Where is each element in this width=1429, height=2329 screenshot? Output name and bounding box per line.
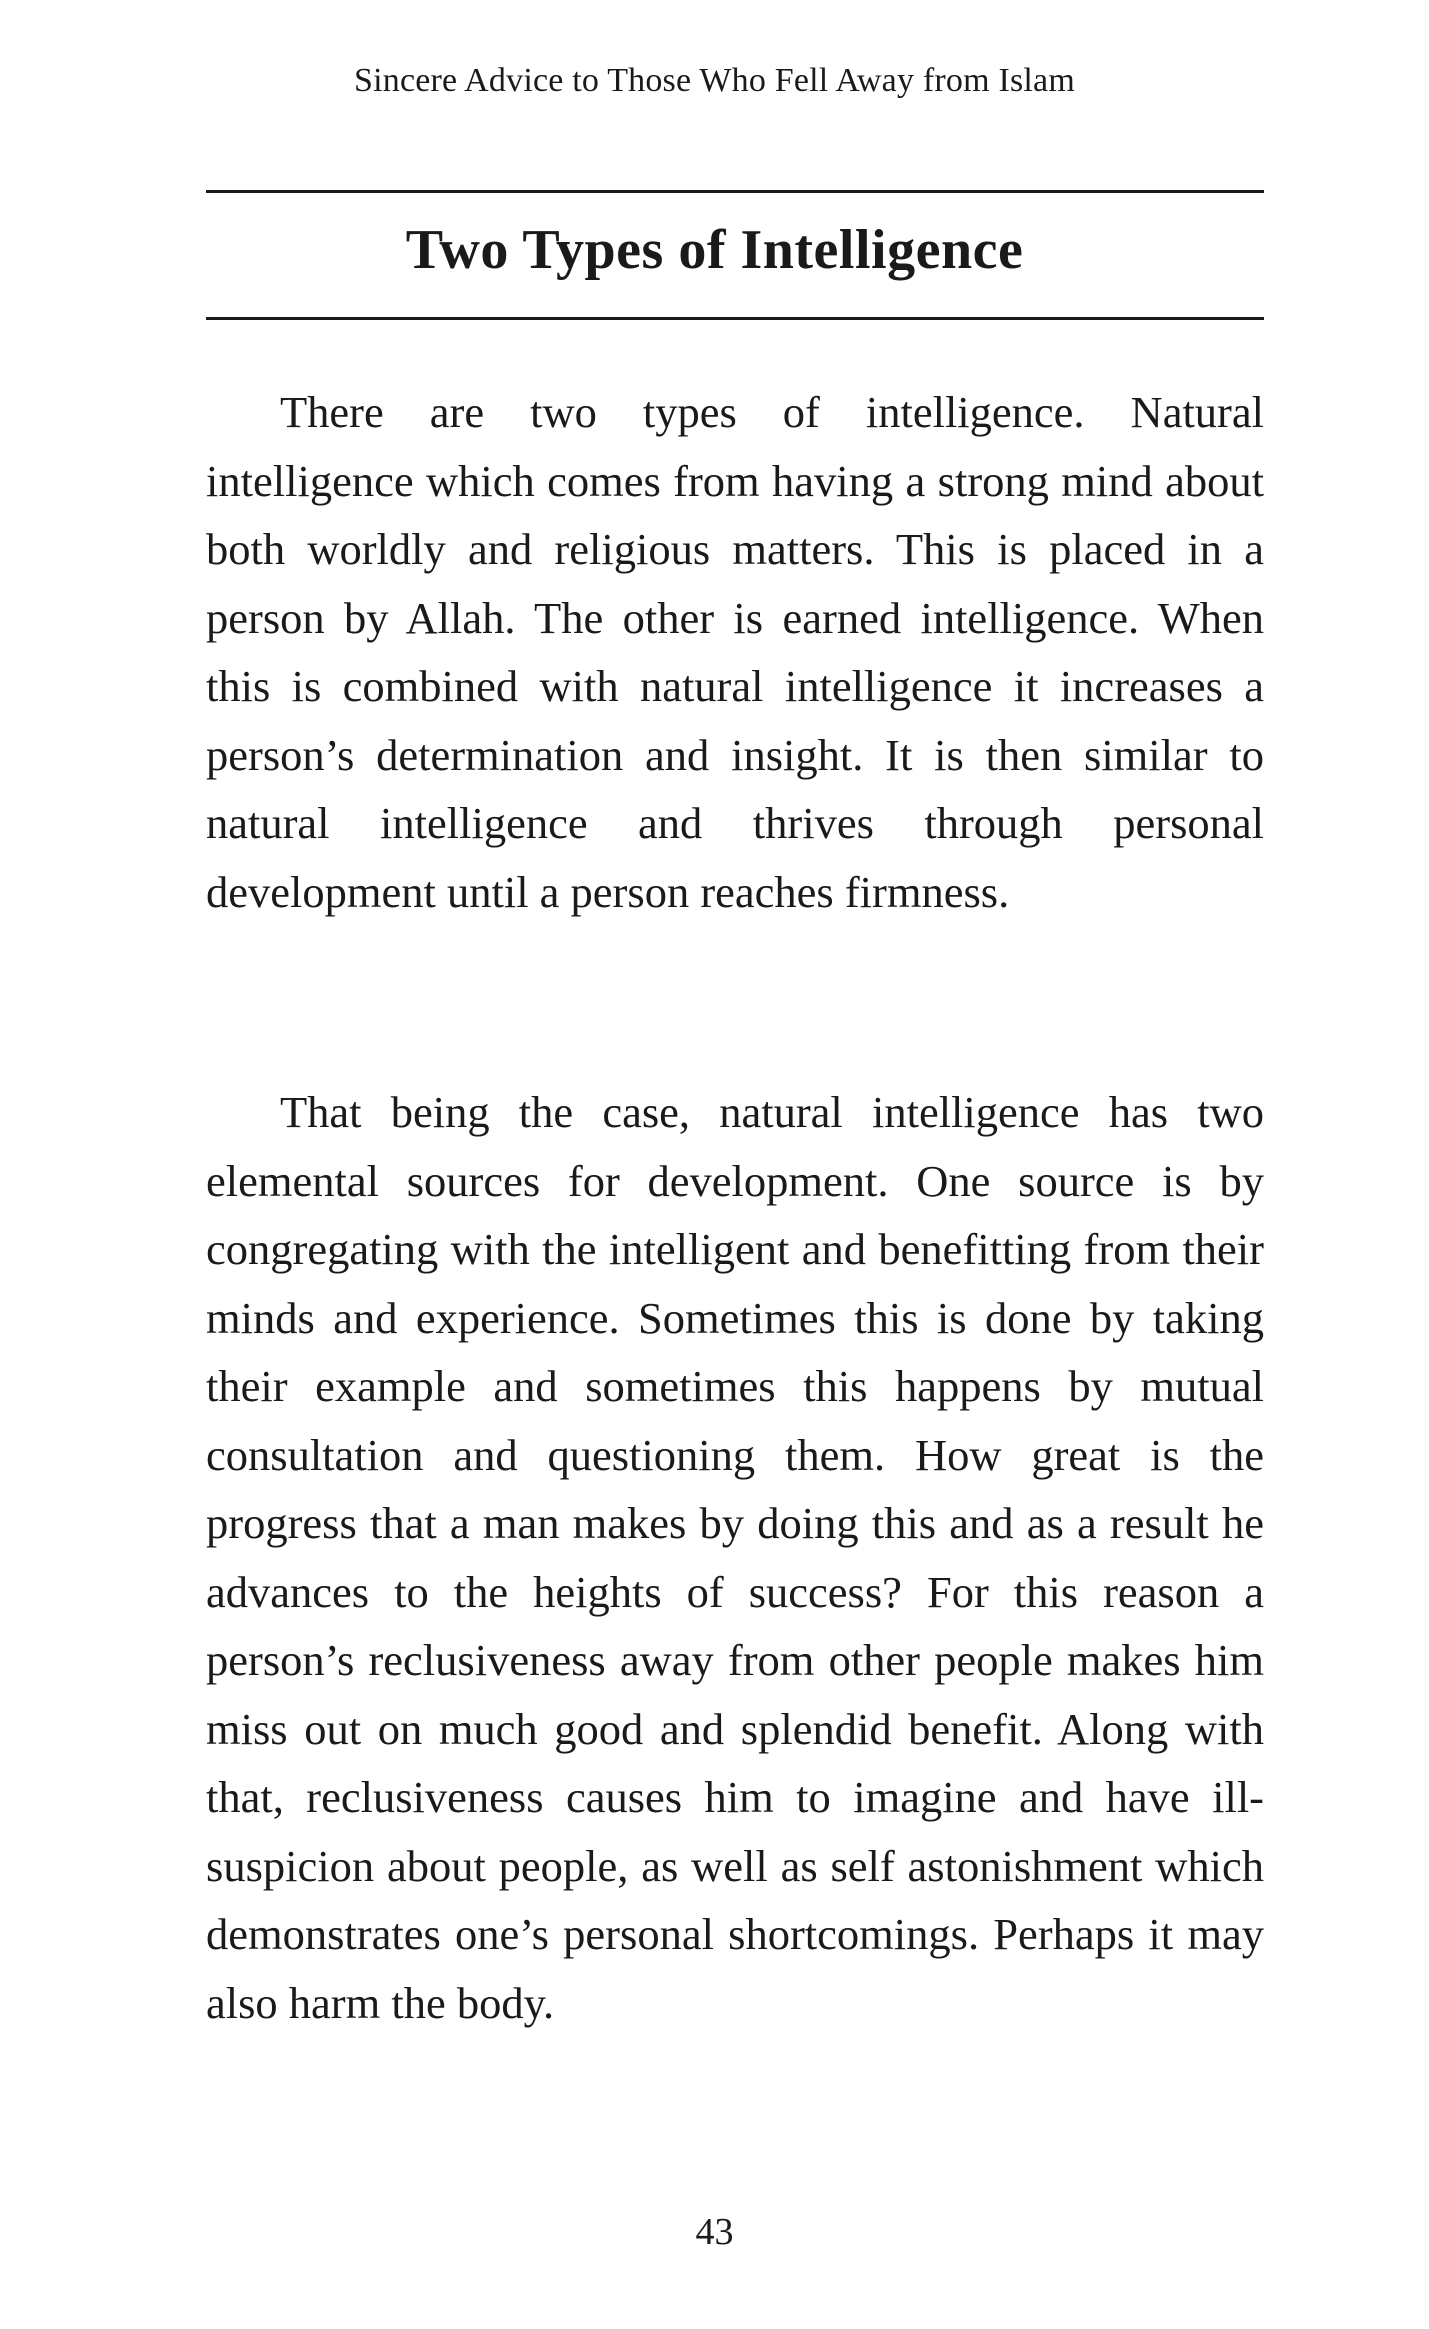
running-header: Sincere Advice to Those Who Fell Away from Islam <box>354 62 1075 99</box>
paragraph-text: That being the case, natural intelligence has two elemental sources for development. One source is by congregating with the intelligent and benefitting from their minds and experience. Sometimes this is done by taking their example and sometimes this happens by mutual consultation and questioning them. How great is the progress that a man makes by doing this and as a result he advances to the heights of success? For this reason a person’s reclusiveness away from other people makes him miss out on much good and splendid benefit. Along with that, reclusiveness causes him to imagine and have ill-suspicion about people, as well as self astonishment which demonstrates one’s personal shortcomings. Perhaps it may also harm the body. <box>206 1087 1264 2028</box>
title-rule-bottom <box>206 317 1264 320</box>
paragraph-text: There are two types of intelligence. Natural intelligence which comes from having a strong mind about both worldly and religious matters. This is placed in a person by Allah. The other is earned intelligence. When this is combined with natural intelligence it increases a person’s determination and insight. It is then similar to natural intelligence and thrives through personal development until a person reaches firmness. <box>206 387 1264 917</box>
body-paragraph-2 <box>206 1078 1264 2037</box>
title-rule-top <box>206 190 1264 193</box>
chapter-title: Two Types of Intelligence <box>405 219 1024 281</box>
body-paragraph-1 <box>206 378 1264 926</box>
page-number: 43 <box>695 2211 734 2253</box>
